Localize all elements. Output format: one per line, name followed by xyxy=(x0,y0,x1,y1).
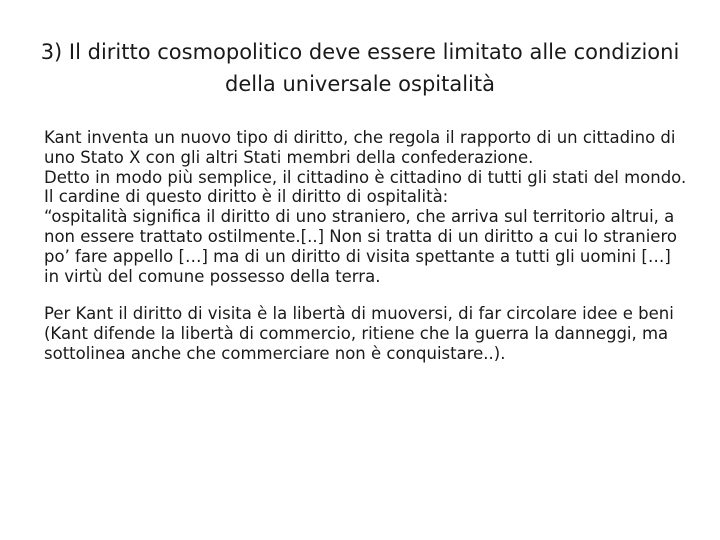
slide-title: 3) Il diritto cosmopolitico deve essere limitato alle condizioni della universale ospitalità xyxy=(40,40,680,96)
paragraph-right-of-visit: Per Kant il diritto di visita è la libertà di muoversi, di far circolare idee e beni (Kant difende la libertà di commercio, ritiene che la guerra la danneggi, ma sottolinea anche che commerciare non è conquistare..). xyxy=(44,304,674,363)
paragraph-new-right: Kant inventa un nuovo tipo di diritto, che regola il rapporto di un cittadino di uno Stato X con gli altri Stati membri della confederazione. xyxy=(44,128,676,167)
paragraph-hospitality-quote: “ospitalità significa il diritto di uno straniero, che arriva sul territorio altrui, a non essere trattato ostilmente.[..] Non si tratta di un diritto a cui lo straniero po’ fare appello […] ma di un diritto di visita spettante a tutti gli uomini […] in virtù del comune possesso della terra. xyxy=(44,207,677,286)
paragraph-hospitality-cardinal: Il cardine di questo diritto è il diritto di ospitalità: xyxy=(44,187,449,207)
paragraph-world-citizen: Detto in modo più semplice, il cittadino è cittadino di tutti gli stati del mondo. xyxy=(44,167,687,187)
paragraph-spacer xyxy=(44,286,688,304)
slide-body xyxy=(44,128,688,364)
